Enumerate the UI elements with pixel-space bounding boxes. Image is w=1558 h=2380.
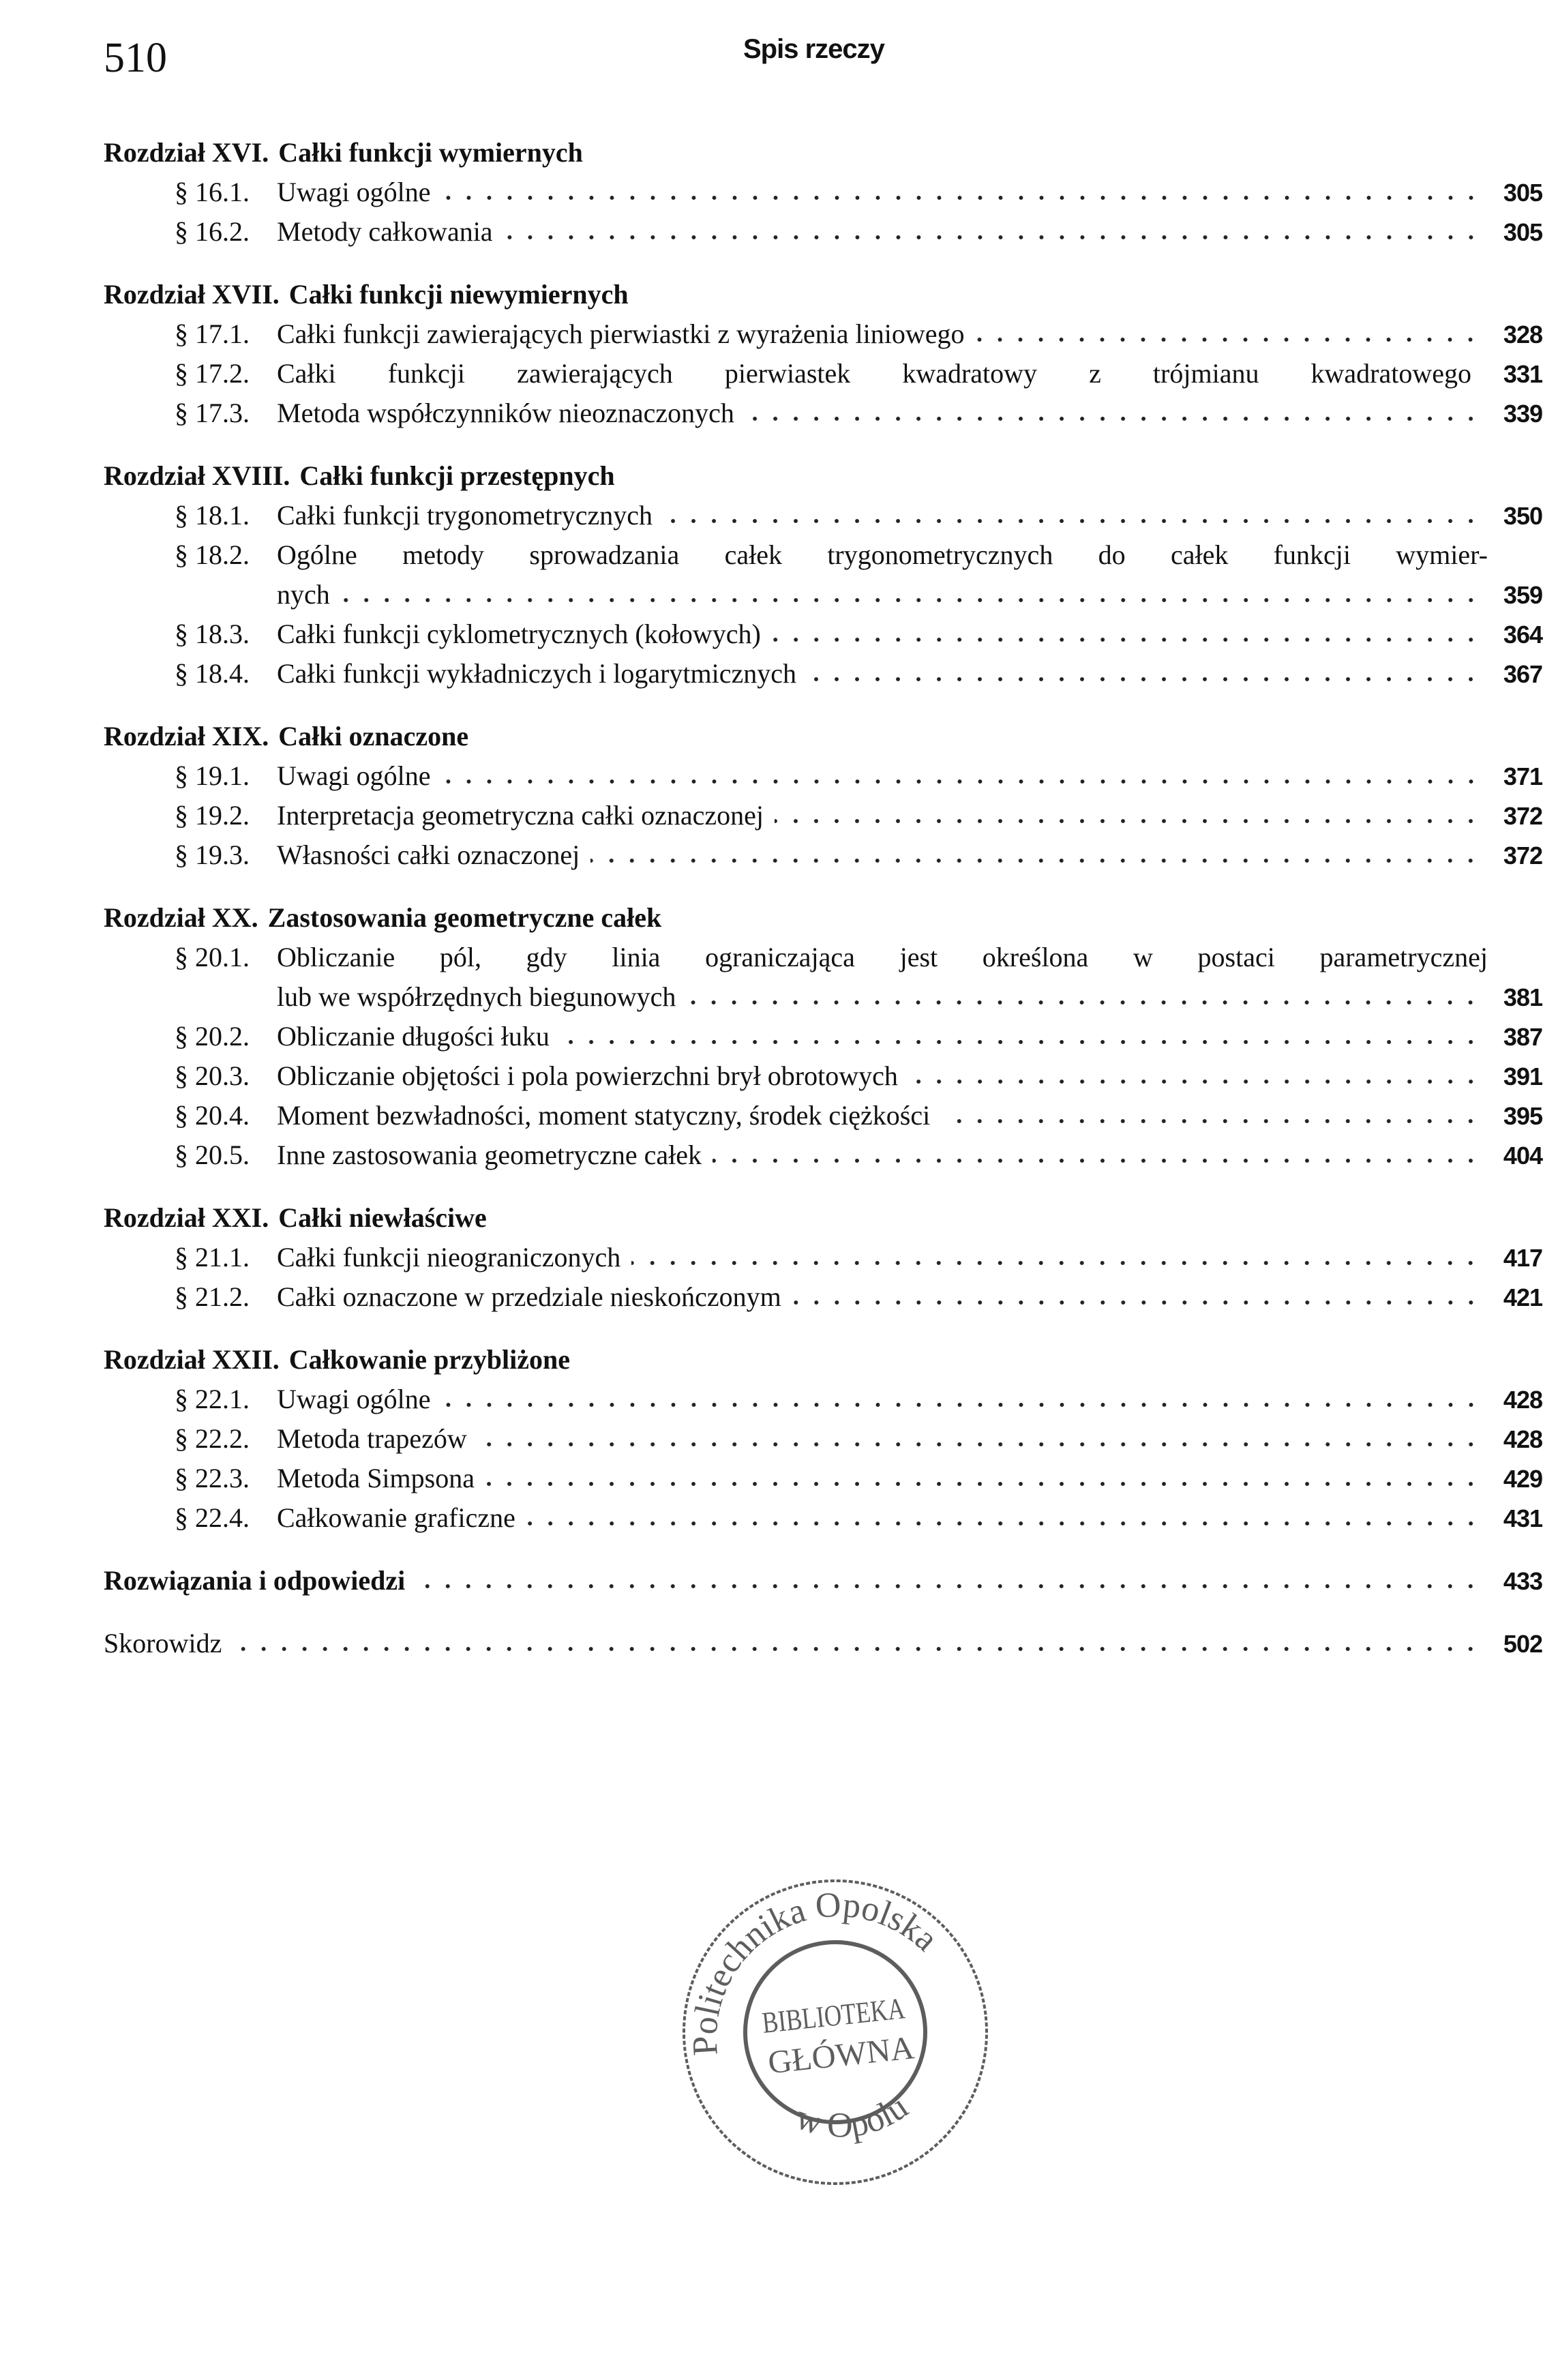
section-number: § 18.4. [175,658,250,689]
page-ref: 395 [1503,1102,1542,1130]
chapter-heading [104,898,1542,938]
chapter-title: Całki funkcji przestępnych [299,460,615,491]
chapter-label: Rozdział XXI. [104,1202,269,1233]
toc-entry-continuation [104,977,1542,1017]
chapter-block [104,898,1542,1175]
chapter-label: Rozdział XIX. [104,721,269,752]
dot-leader [909,1075,1481,1088]
toc-entry [104,393,1542,433]
toc-entry [104,654,1542,694]
dot-leader [792,1296,1481,1309]
chapter-block [104,1340,1542,1538]
section-title: Całki funkcji nieograniczonych [277,1242,621,1273]
section-number: § 22.1. [175,1384,250,1414]
section-number: § 17.3. [175,398,250,428]
section-title-continuation: lub we współrzędnych biegunowych [277,981,676,1012]
page-ref: 372 [1503,842,1542,869]
dot-leader [341,593,1481,607]
section-title: Własności całki oznaczonej [277,839,580,870]
stamp-outer-bottom-text: w Opolu [791,2087,915,2145]
section-number: § 19.2. [175,800,250,831]
dot-leader [687,996,1481,1009]
toc-entry [104,938,1542,977]
page-ref: 339 [1503,400,1542,428]
section-number: § 18.3. [175,619,250,649]
page-ref: 417 [1503,1244,1542,1272]
section-title: Uwagi ogólne [277,760,431,791]
toc-entry [104,1498,1542,1538]
chapter-label: Rozdział XXII. [104,1344,280,1375]
toc-entry [104,1017,1542,1056]
toc-entry [104,496,1542,535]
toc-entry [104,212,1542,252]
dot-leader [233,1642,1481,1656]
page-ref: 387 [1503,1023,1542,1051]
dot-leader [713,1154,1481,1167]
section-title: Metody całkowania [277,216,493,247]
section-title: Całki funkcji trygonometrycznych [277,500,653,531]
page-ref: 305 [1503,218,1542,246]
page-ref: 359 [1503,581,1542,609]
section-title: Metoda trapezów [277,1423,467,1454]
chapter-block [104,717,1542,875]
section-number: § 19.1. [175,760,250,791]
dot-leader [504,230,1481,244]
toc-entry [104,614,1542,654]
page-ref: 331 [1503,360,1542,388]
section-title: Metoda Simpsona [277,1463,475,1493]
dot-leader [485,1477,1481,1491]
page-ref: 428 [1503,1386,1542,1414]
page-ref: 328 [1503,321,1542,348]
page-ref: 381 [1503,983,1542,1011]
dot-leader [478,1438,1481,1451]
toc-entry [104,1419,1542,1459]
table-of-contents [104,133,1542,1663]
toc-entry [104,1277,1542,1317]
toc-entry [104,1238,1542,1277]
section-number: § 20.4. [175,1100,250,1131]
toc-entry-continuation [104,575,1542,614]
section-title: Całki oznaczone w przedziale nieskończonym [277,1281,781,1312]
chapter-title: Zastosowania geometryczne całek [267,902,662,933]
dot-leader [590,854,1481,867]
page-ref: 433 [1503,1567,1542,1595]
section-number: § 22.2. [175,1423,250,1454]
section-number: § 21.1. [175,1242,250,1273]
section-title: Uwagi ogólne [277,1384,431,1414]
chapter-title: Całki funkcji niewymiernych [288,279,629,310]
toc-entry [104,535,1542,575]
page-ref: 367 [1503,660,1542,688]
chapter-block [104,133,1542,252]
chapter-label: Rozdział XVI. [104,137,269,168]
page-ref: 428 [1503,1425,1542,1453]
section-number: § 18.1. [175,500,250,531]
page-ref: 305 [1503,179,1542,207]
section-title: Całki funkcji cyklometrycznych (kołowych) [277,619,761,649]
library-stamp [675,1872,995,2192]
dot-leader [526,1517,1481,1530]
dot-leader [442,775,1481,788]
dot-leader [807,672,1481,686]
section-number: § 19.3. [175,839,250,870]
toc-entry [104,1135,1542,1175]
toc-entry [104,1096,1542,1135]
toc-entry [104,835,1542,875]
section-number: § 17.1. [175,318,250,349]
section-title: Interpretacja geometryczna całki oznaczonej [277,800,764,831]
section-title: Całkowanie graficzne [277,1502,515,1533]
section-title: Moment bezwładności, moment statyczny, środek ciężkości [277,1100,931,1131]
page-ref: 371 [1503,762,1542,790]
section-title: Ogólne metody sprowadzania całek trygonometrycznych do całek funkcji wymier- [277,539,1488,570]
dot-leader [975,333,1481,346]
section-title: Całki funkcji zawierających pierwiastki z wyrażenia liniowego [277,318,965,349]
stamp-inner-line2: GŁÓWNA [766,2029,915,2081]
section-title: Inne zastosowania geometryczne całek [277,1140,702,1170]
chapter-heading [104,1198,1542,1238]
chapter-block [104,456,1542,694]
section-title: Obliczanie długości łuku [277,1021,550,1052]
page-ref: 429 [1503,1465,1542,1493]
chapter-block [104,1198,1542,1317]
toc-entry [104,756,1542,796]
chapter-heading [104,1340,1542,1380]
section-number: § 20.5. [175,1140,250,1170]
chapter-heading [104,717,1542,756]
chapter-title: Całki funkcji wymiernych [278,137,583,168]
dot-leader [775,814,1481,828]
dot-leader [631,1256,1481,1270]
page-ref: 431 [1503,1504,1542,1532]
page-ref: 391 [1503,1062,1542,1090]
section-number: § 18.2. [175,539,250,570]
section-title: Obliczanie objętości i pola powierzchni brył obrotowych [277,1060,898,1091]
chapter-heading [104,456,1542,496]
section-title: Uwagi ogólne [277,177,431,207]
page-ref: 404 [1503,1142,1542,1170]
chapter-label: Rozdział XVIII. [104,460,290,491]
chapter-title: Całki niewłaściwe [278,1202,487,1233]
stamp-outer-top-text: Politechnika Opolska [685,1885,946,2057]
dot-leader [745,412,1481,426]
section-title: Całki funkcji wykładniczych i logarytmicznych [277,658,796,689]
entry-title: Skorowidz [104,1628,222,1658]
section-title: Całki funkcji zawierających pierwiastek kwadratowy z trójmianu kwadratowego [277,358,1471,389]
section-title: Obliczanie pól, gdy linia ograniczająca jest określona w postaci parametrycznej [277,942,1488,972]
section-title-continuation: nych [277,579,330,610]
section-title: Metoda współczynników nieoznaczonych [277,398,734,428]
toc-entry-answers [104,1561,1542,1601]
toc-entry [104,173,1542,212]
dot-leader [941,1114,1481,1128]
section-number: § 16.1. [175,177,250,207]
section-number: § 20.1. [175,942,250,972]
section-number: § 17.2. [175,358,250,389]
page-ref: 372 [1503,802,1542,830]
page-number: 510 [104,35,167,81]
section-number: § 20.2. [175,1021,250,1052]
dot-leader [772,633,1481,646]
toc-entry [104,1380,1542,1419]
toc-entry-index [104,1624,1542,1663]
chapter-title: Całkowanie przybliżone [288,1344,571,1375]
page-ref: 502 [1503,1630,1542,1658]
toc-entry [104,796,1542,835]
chapter-block [104,275,1542,433]
chapter-title: Całki oznaczone [278,721,469,752]
chapter-heading [104,133,1542,173]
section-number: § 16.2. [175,216,250,247]
toc-entry [104,1056,1542,1096]
toc-entry [104,354,1542,393]
toc-entry [104,1459,1542,1498]
dot-leader [442,191,1481,205]
section-number: § 22.4. [175,1502,250,1533]
dot-leader [560,1035,1481,1049]
chapter-label: Rozdział XVII. [104,279,280,310]
page-ref: 364 [1503,621,1542,649]
dot-leader [663,514,1481,528]
section-number: § 20.3. [175,1060,250,1091]
chapter-label: Rozdział XX. [104,902,258,933]
section-number: § 21.2. [175,1281,250,1312]
page-ref: 350 [1503,502,1542,530]
page-ref: 421 [1503,1283,1542,1311]
dot-leader [416,1579,1481,1593]
toc-entry [104,314,1542,354]
stamp-inner-line1: BIBLIOTEKA [760,1987,944,2040]
entry-title: Rozwiązania i odpowiedzi [104,1565,406,1596]
chapter-heading [104,275,1542,314]
section-number: § 22.3. [175,1463,250,1493]
dot-leader [442,1398,1481,1412]
running-head: Spis rzeczy [743,34,884,64]
